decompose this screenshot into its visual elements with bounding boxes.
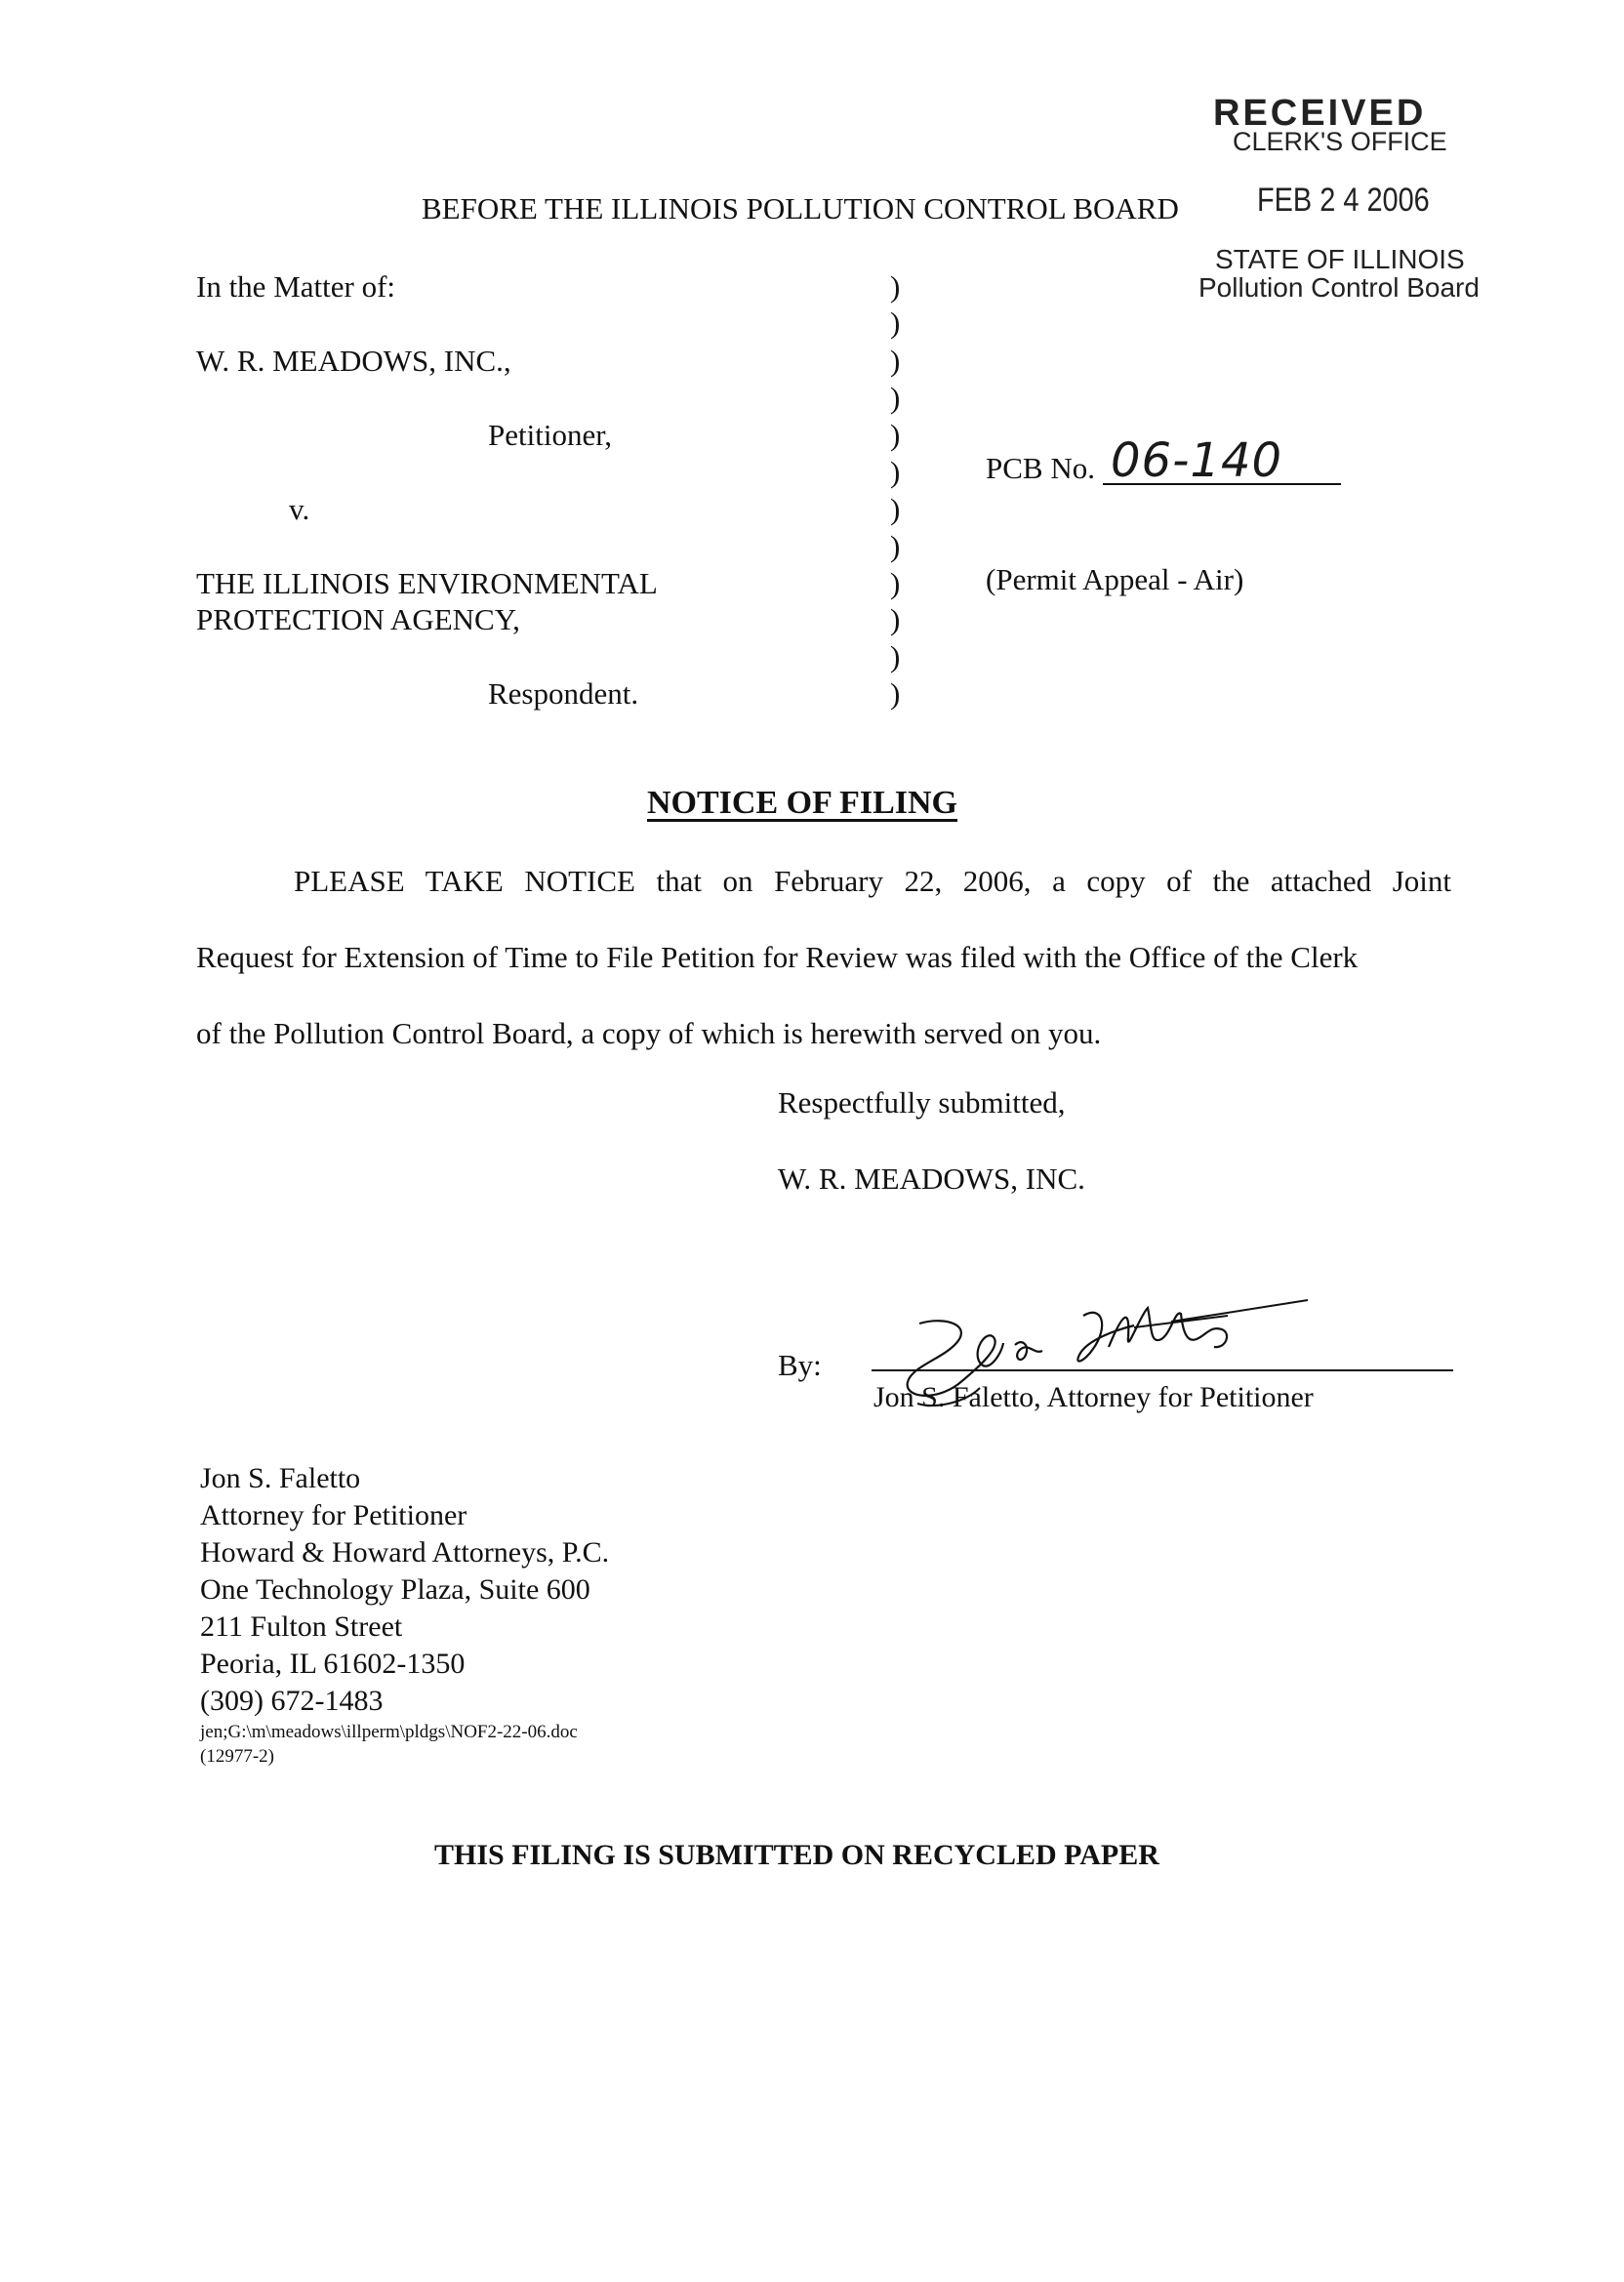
caption-paren: )	[890, 418, 901, 452]
respondent-label: Respondent.	[488, 676, 639, 711]
document-path: jen;G:\m\meadows\illperm\pldgs\NOF2-22-06.doc	[200, 1722, 578, 1742]
caption-paren: )	[890, 602, 901, 636]
recycled-paper-footer: THIS FILING IS SUBMITTED ON RECYCLED PAPER	[434, 1839, 1159, 1871]
matter-label: In the Matter of:	[196, 269, 396, 304]
stamp-date: FEB 2 4 2006	[1257, 182, 1430, 219]
respondent-line-2: PROTECTION AGENCY,	[196, 602, 520, 636]
caption-paren: )	[890, 676, 901, 711]
body-line-3: of the Pollution Control Board, a copy of which is herewith served on you.	[196, 1016, 1102, 1050]
clerks-office-stamp: CLERK'S OFFICE	[1233, 127, 1447, 156]
caption-paren: )	[890, 492, 901, 526]
address-street-1: One Technology Plaza, Suite 600	[200, 1573, 590, 1606]
received-stamp: RECEIVED	[1213, 93, 1427, 134]
document-number: (12977-2)	[200, 1746, 274, 1767]
body-line-1: PLEASE TAKE NOTICE that on February 22, 2006, a copy of the attached Joint	[294, 864, 1451, 898]
document-header: BEFORE THE ILLINOIS POLLUTION CONTROL BOARD	[422, 191, 1179, 225]
address-role: Attorney for Petitioner	[200, 1499, 467, 1531]
address-city: Peoria, IL 61602-1350	[200, 1648, 466, 1680]
respondent-line-1: THE ILLINOIS ENVIRONMENTAL	[196, 566, 658, 600]
caption-paren: )	[890, 344, 901, 378]
by-label: By:	[778, 1348, 822, 1382]
caption-paren: )	[890, 639, 901, 673]
address-phone: (309) 672-1483	[200, 1685, 384, 1717]
notice-title: NOTICE OF FILING	[647, 785, 958, 821]
address-firm: Howard & Howard Attorneys, P.C.	[200, 1536, 610, 1569]
versus: v.	[289, 492, 310, 526]
caption-paren: )	[890, 566, 901, 600]
stamp-state: STATE OF ILLINOIS	[1215, 244, 1465, 274]
respectfully-submitted: Respectfully submitted,	[778, 1085, 1066, 1120]
address-street-2: 211 Fulton Street	[200, 1610, 403, 1643]
caption-paren: )	[890, 529, 901, 563]
signatory-line: Jon S. Faletto, Attorney for Petitioner	[873, 1381, 1314, 1413]
body-line-2: Request for Extension of Time to File Petition for Review was filed with the Office of the Clerk	[196, 940, 1359, 974]
case-type: (Permit Appeal - Air)	[986, 562, 1244, 596]
caption-paren: )	[890, 306, 901, 340]
company-name: W. R. MEADOWS, INC.	[778, 1161, 1085, 1196]
caption-paren: )	[890, 381, 901, 415]
pcb-label: PCB No.	[986, 451, 1095, 485]
address-name: Jon S. Faletto	[200, 1462, 361, 1494]
stamp-board: Pollution Control Board	[1198, 272, 1480, 303]
caption-paren: )	[890, 269, 901, 304]
petitioner-label: Petitioner,	[488, 418, 613, 452]
pcb-number-handwritten: 06-140	[1111, 433, 1283, 488]
caption-paren: )	[890, 455, 901, 489]
petitioner-name: W. R. MEADOWS, INC.,	[196, 344, 511, 378]
